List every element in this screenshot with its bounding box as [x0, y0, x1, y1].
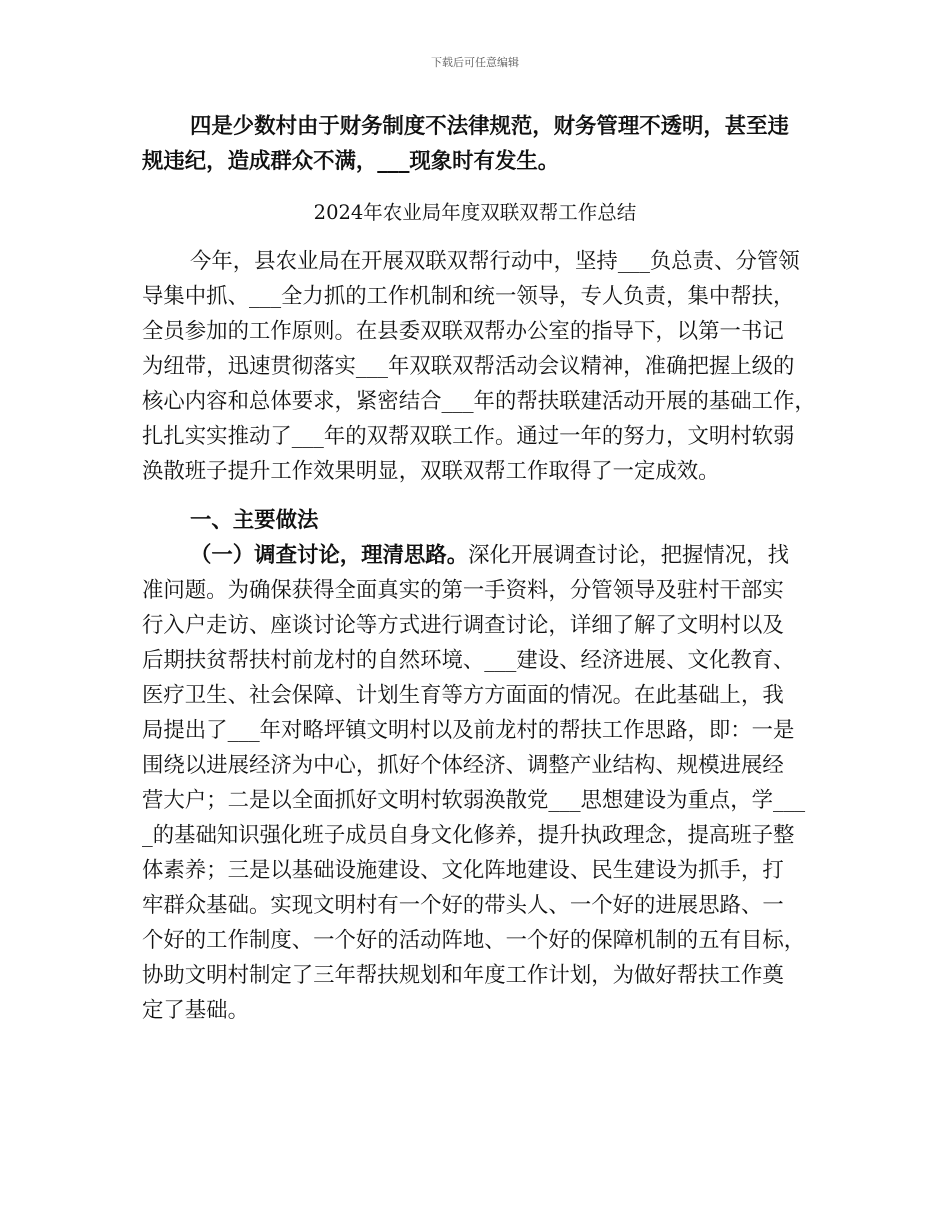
- paragraph-line: 个好的工作制度、一个好的活动阵地、一个好的保障机制的五有目标，: [142, 928, 806, 953]
- paragraph-line: 核心内容和总体要求，紧密结合___年的帮扶联建活动开展的基础工作，: [142, 389, 816, 414]
- page-header: 下载后可任意编辑: [431, 56, 519, 69]
- paragraph-line: 为纽带，迅速贯彻落实___年双联双帮活动会议精神，准确把握上级的: [142, 354, 795, 379]
- subsection-first-line: [190, 541, 789, 571]
- paragraph-line: 协助文明村制定了三年帮扶规划和年度工作计划，为做好帮扶工作奠: [142, 963, 784, 988]
- paragraph-line: 今年，县农业局在开展双联双帮行动中，坚持___负总责、分管领: [190, 249, 800, 274]
- subsection-text: 深化开展调查讨论，把握情况，找: [468, 543, 789, 568]
- paragraph-line: 涣散班子提升工作效果明显，双联双帮工作取得了一定成效。: [142, 459, 720, 484]
- paragraph-line: 医疗卫生、社会保障、计划生育等方方面面的情况。在此基础上，我: [142, 683, 784, 708]
- paragraph-line: 行入户走访、座谈讨论等方式进行调查讨论，详细了解了文明村以及: [142, 613, 784, 638]
- paragraph-line: 后期扶贫帮扶村前龙村的自然环境、___建设、经济进展、文化教育、: [142, 648, 795, 673]
- intro-line: 四是少数村由于财务制度不法律规范，财务管理不透明，甚至违: [190, 114, 789, 139]
- paragraph-line: _的基础知识强化班子成员自身文化修养，提升执政理念，提高班子整: [142, 823, 795, 848]
- intro-line: 规违纪，造成群众不满，___现象时有发生。: [142, 149, 560, 174]
- paragraph-line: 扎扎实实推动了___年的双帮双联工作。通过一年的努力，文明村软弱: [142, 424, 795, 449]
- section-heading: 一、主要做法: [190, 508, 319, 533]
- paragraph-line: 准问题。为确保获得全面真实的第一手资料，分管领导及驻村干部实: [142, 578, 784, 603]
- subsection-heading: （一）调查讨论，理清思路。: [190, 543, 469, 568]
- document-title: 2024年农业局年度双联双帮工作总结: [313, 201, 637, 224]
- paragraph-line: 导集中抓、___全力抓的工作机制和统一领导，专人负责，集中帮扶，: [142, 284, 795, 309]
- paragraph-line: 全员参加的工作原则。在县委双联双帮办公室的指导下，以第一书记: [142, 319, 784, 344]
- paragraph-line: 定了基础。: [142, 998, 249, 1023]
- paragraph-line: 牢群众基础。实现文明村有一个好的带头人、一个好的进展思路、一: [142, 893, 784, 918]
- paragraph-line: 营大户；二是以全面抓好文明村软弱涣散党___思想建设为重点，学___: [142, 788, 806, 813]
- paragraph-line: 体素养；三是以基础设施建设、文化阵地建设、民生建设为抓手，打: [142, 858, 784, 883]
- paragraph-line: 围绕以进展经济为中心，抓好个体经济、调整产业结构、规模进展经: [142, 753, 784, 778]
- paragraph-line: 局提出了___年对略坪镇文明村以及前龙村的帮扶工作思路，即：一是: [142, 718, 795, 743]
